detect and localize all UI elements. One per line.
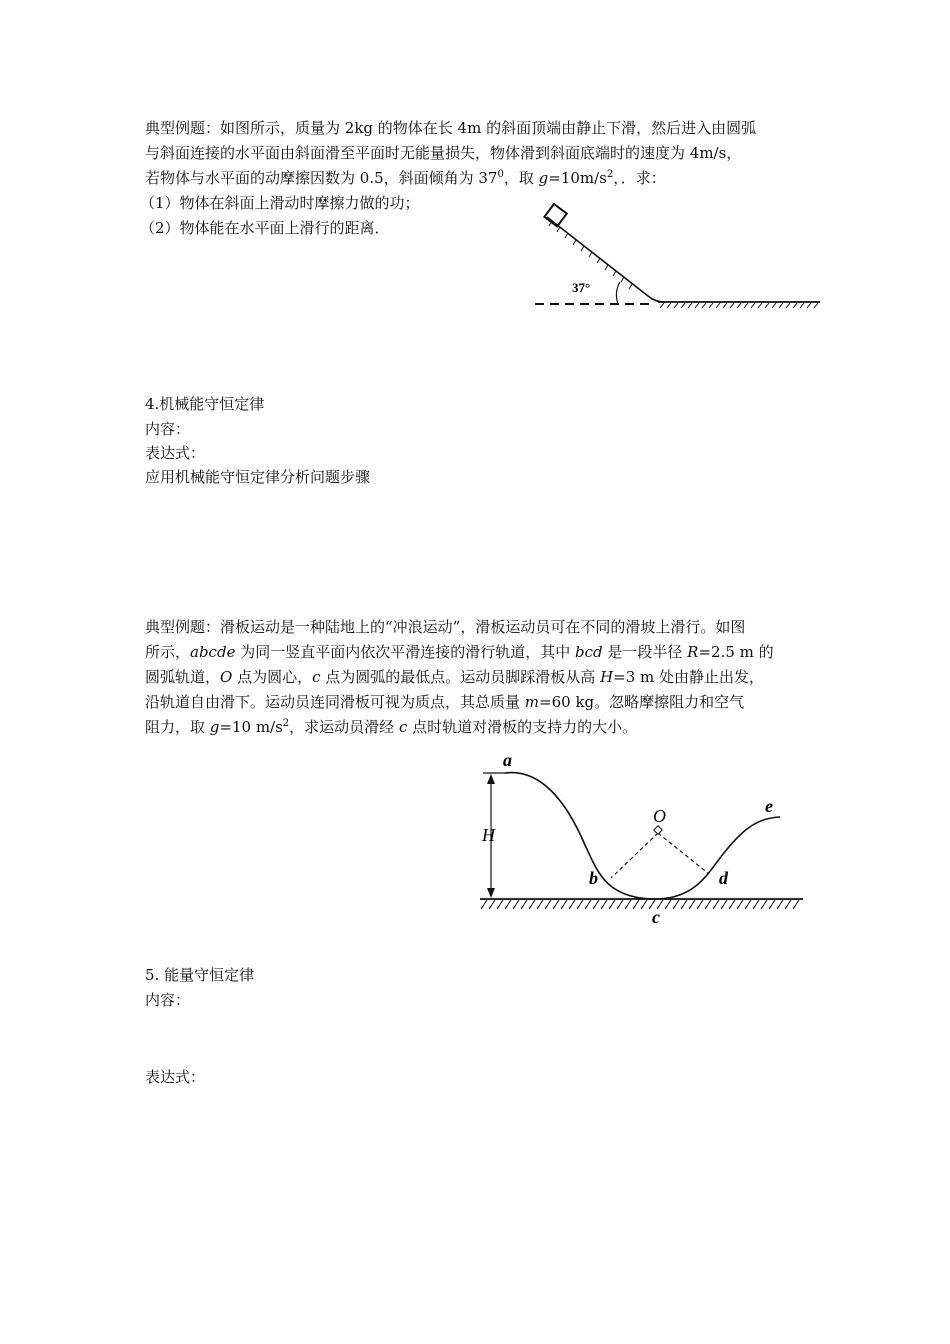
incline-hatching [549, 221, 632, 289]
question-2: （2）物体能在水平面上滑行的距离． [140, 219, 390, 237]
section4-title: 4.机械能守恒定律 [145, 395, 265, 413]
label-b: b [589, 868, 598, 888]
radius-Od [658, 833, 709, 874]
skate-track-figure [475, 750, 810, 930]
example1-line3: 若物体与水平面的动摩擦因数为 0.5，斜面倾角为 $37^0$，取 $g=10m/s^2$，．求： [145, 169, 666, 187]
section4-steps-label: 应用机械能守恒定律分析问题步骤 [145, 468, 371, 486]
label-d: d [719, 868, 728, 888]
height-arrow-down [487, 888, 495, 898]
section4-content-label: 内容： [145, 420, 191, 438]
section4-expression-label: 表达式： [145, 444, 206, 462]
floor-hatching [660, 303, 818, 308]
incline-surface [547, 217, 648, 296]
angle-label: 37° [572, 280, 591, 295]
angle-arc [616, 282, 620, 304]
height-arrow-up [487, 774, 495, 784]
label-a: a [503, 750, 512, 770]
example1-line1: 典型例题：如图所示，质量为 2kg 的物体在长 4m 的斜面顶端由静止下滑，然后进入由圆弧 [145, 119, 757, 137]
ground-hatching [481, 900, 799, 909]
section5-title: 5. 能量守恒定律 [145, 966, 255, 984]
section5-content-label: 内容： [145, 991, 191, 1009]
radius-Ob [611, 833, 658, 878]
label-c: c [652, 907, 660, 927]
incline-figure [530, 200, 825, 320]
question-1: （1）物体在斜面上滑动时摩擦力做的功； [140, 194, 420, 212]
example2-line4: 沿轨道自由滑下。运动员连同滑板可视为质点，其总质量 m=60 kg。忽略摩擦阻力和空气 [145, 693, 745, 711]
label-H: H [482, 825, 495, 845]
center-point [654, 826, 662, 834]
label-e: e [765, 796, 773, 816]
example2-line3: 圆弧轨道，O 点为圆心，c 点为圆弧的最低点。运动员脚踩滑板从高 H=3 m 处由静止出发， [145, 668, 765, 686]
label-O: O [653, 806, 666, 826]
section5-expression-label: 表达式： [145, 1068, 206, 1086]
example2-line2: 所示，abcde 为同一竖直平面内依次平滑连接的滑行轨道，其中 bcd 是一段半径 R=2.5 m 的 [145, 643, 774, 661]
example2-line5: 阻力，取 g=10 $m/s^2$，求运动员滑经 c 点时轨道对滑板的支持力的大小。 [145, 718, 638, 736]
track-curve [505, 773, 780, 899]
example1-line2: 与斜面连接的水平面由斜面滑至平面时无能量损失，物体滑到斜面底端时的速度为 4m/s， [145, 144, 742, 162]
example2-line1: 典型例题：滑板运动是一种陆地上的“冲浪运动”，滑板运动员可在不同的滑坡上滑行。如图 [145, 618, 746, 636]
